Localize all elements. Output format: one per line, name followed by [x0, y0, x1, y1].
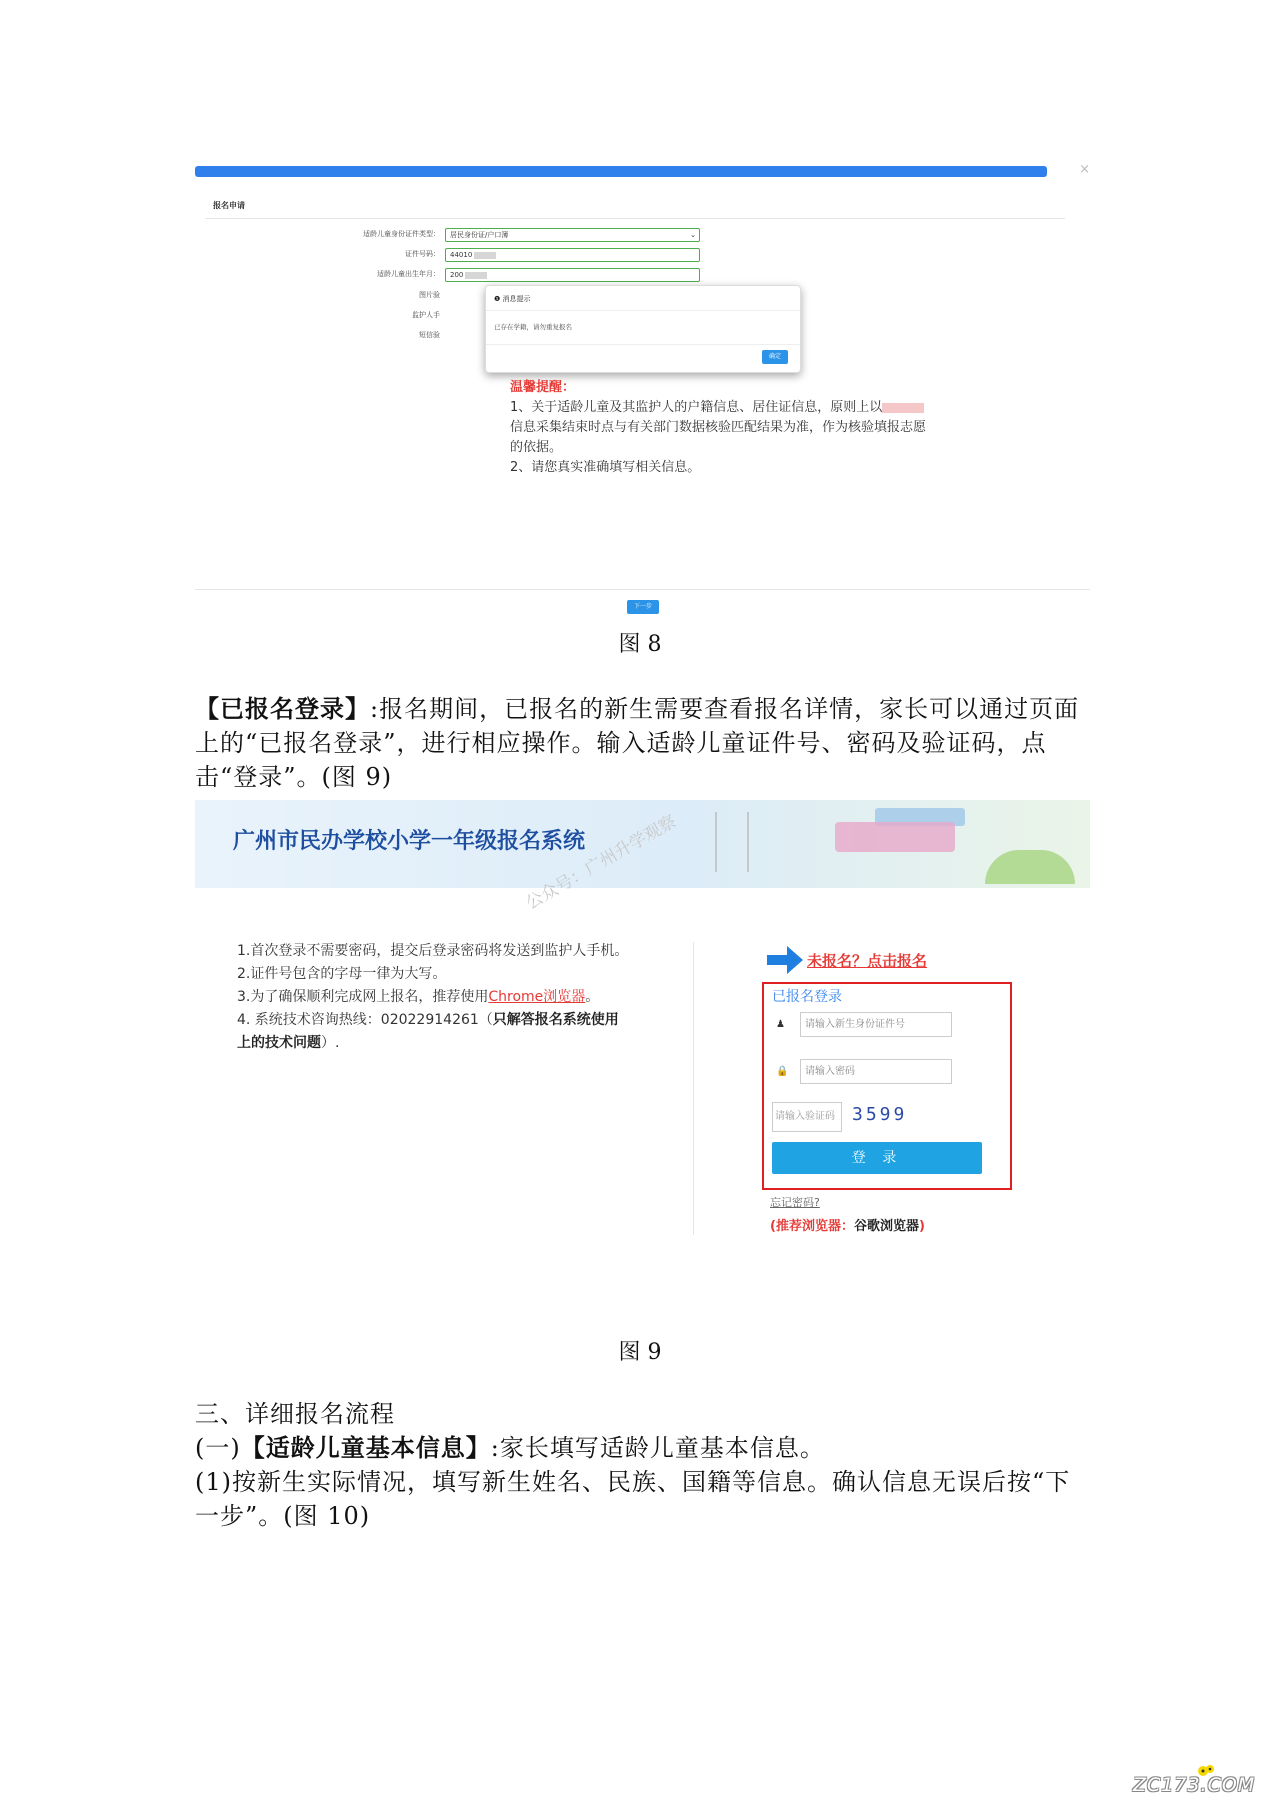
password-placeholder: 请输入密码: [805, 1066, 855, 1077]
message-dialog: [485, 285, 801, 373]
note-4: [237, 1009, 632, 1055]
arrow-right-icon: [767, 946, 803, 974]
login-button[interactable]: 登 录: [772, 1142, 982, 1174]
dialog-ok-button[interactable]: 确定: [762, 350, 788, 364]
id-type-select[interactable]: [445, 228, 700, 242]
captcha-image[interactable]: 3599: [852, 1104, 908, 1125]
divider: [486, 310, 800, 311]
forgot-password-link[interactable]: 忘记密码?: [770, 1196, 820, 1209]
step-1: (1)按新生实际情况，填写新生姓名、民族、国籍等信息。确认信息无误后按“下一步”。(图 10): [195, 1468, 1071, 1530]
birth-input[interactable]: [445, 268, 700, 282]
tips-line-2: 2、请您真实准确填写相关信息。: [510, 460, 701, 475]
section-heading: 三、详细报名流程: [195, 1400, 395, 1428]
tips-block: [510, 378, 930, 478]
id-number-value: 44010: [450, 251, 473, 259]
chrome-link[interactable]: Chrome浏览器: [488, 989, 586, 1005]
id-number-input[interactable]: [445, 248, 700, 262]
hill-illustration: [985, 850, 1075, 884]
id-number-input[interactable]: [800, 1012, 952, 1037]
browser-label: (推荐浏览器：: [770, 1219, 854, 1234]
note-3-text: 3.为了确保顺利完成网上报名，推荐使用: [237, 989, 489, 1005]
site-logo: ZC173.COM: [1133, 1774, 1256, 1796]
id-number-label: 证件号码：: [405, 250, 440, 258]
tips-line-1a: 1、关于适龄儿童及其监护人的户籍信息、居住证信息，原则上以: [510, 400, 883, 415]
close-icon[interactable]: ×: [1079, 162, 1090, 177]
note-1: 1.首次登录不需要密码，提交后登录密码将发送到监护人手机。: [237, 943, 629, 959]
user-icon: ♟: [776, 1019, 785, 1030]
figure-8-screenshot: [195, 160, 1090, 620]
lock-icon: 🔒: [776, 1066, 789, 1077]
dialog-title: [494, 294, 531, 304]
divider: [486, 344, 800, 345]
note-4-end: ）.: [321, 1035, 340, 1051]
note-3: [237, 986, 632, 1009]
info-icon: ❶: [494, 295, 501, 303]
browser-name: 谷歌浏览器: [853, 1219, 919, 1234]
figure-9-caption: 图 9: [618, 1340, 662, 1365]
captcha-input[interactable]: 请输入验证码: [772, 1102, 842, 1132]
system-title: 广州市民办学校小学一年级报名系统: [233, 829, 586, 854]
login-title: 已报名登录: [772, 989, 842, 1005]
para-bold: 【已报名登录】: [195, 694, 370, 723]
image-captcha-label: 图片验: [419, 291, 440, 299]
note-4-bold: 只解答报名系统使用上的技术问题: [237, 1012, 619, 1051]
para-text: :报名期间，已报名的新生需要查看报名详情，家长可以通过页面上的“已报名登录”，进行相应操作。输入适龄儿童证件号、密码及验证码，点击“登录”。(图 9): [195, 695, 1080, 791]
watermark: 公众号：广州升学观察: [522, 811, 680, 914]
sub1-text: :家长填写适龄儿童基本信息。: [490, 1434, 825, 1462]
note-4-text: 4. 系统技术咨询热线：02022914261（: [237, 1012, 493, 1028]
note-3-end: 。: [585, 989, 600, 1005]
password-input[interactable]: [800, 1059, 952, 1084]
redaction: [465, 272, 487, 279]
note-2: 2.证件号包含的字母一律为大写。: [237, 966, 447, 982]
redaction: [474, 252, 496, 259]
divider: [205, 218, 1065, 219]
birth-label: 适龄儿童出生年月：: [377, 270, 440, 278]
sub1-bold: 【适龄儿童基本信息】: [240, 1433, 491, 1462]
figure-9-screenshot: [195, 800, 1090, 1245]
unregistered-link[interactable]: 未报名？点击报名: [807, 952, 928, 970]
tower-illustration: [715, 812, 749, 872]
id-type-value: 居民身份证/户口簿: [450, 231, 509, 239]
subsection-1: [195, 1431, 1095, 1465]
browser-end: ): [918, 1219, 925, 1234]
progress-bar: [195, 166, 1047, 177]
next-step-button[interactable]: 下一步: [627, 600, 659, 614]
divider: [195, 589, 1090, 590]
section-title: 报名申请: [213, 201, 245, 210]
chevron-down-icon: ⌄: [690, 231, 696, 239]
tips-line-1b: 信息采集结束时点与有关部门数据核验匹配结果为准，作为核验填报志愿的依据。: [510, 420, 927, 455]
dialog-message: 已存在学籍，请勿重复报名: [494, 323, 572, 331]
figure-8-caption: 图 8: [618, 632, 662, 657]
books-illustration: [835, 822, 955, 852]
tips-title: 温馨提醒：: [510, 380, 576, 395]
guardian-phone-label: 监护人手: [412, 311, 440, 319]
login-notes: [237, 940, 632, 1055]
tips-line-1: [510, 398, 930, 458]
sms-code-label: 短信验: [419, 331, 440, 339]
birth-value: 200: [450, 271, 464, 279]
id-type-label: 适龄儿童身份证件类型：: [363, 230, 440, 238]
paragraph-registered-login: [195, 692, 1095, 794]
redaction: [882, 403, 924, 413]
dialog-title-text: 消息提示: [502, 295, 531, 303]
browser-recommendation: [770, 1215, 925, 1234]
divider: [693, 942, 694, 1235]
sub1-prefix: (一): [195, 1434, 241, 1462]
id-placeholder: 请输入新生身份证件号: [805, 1019, 905, 1030]
login-panel: [762, 982, 1012, 1190]
